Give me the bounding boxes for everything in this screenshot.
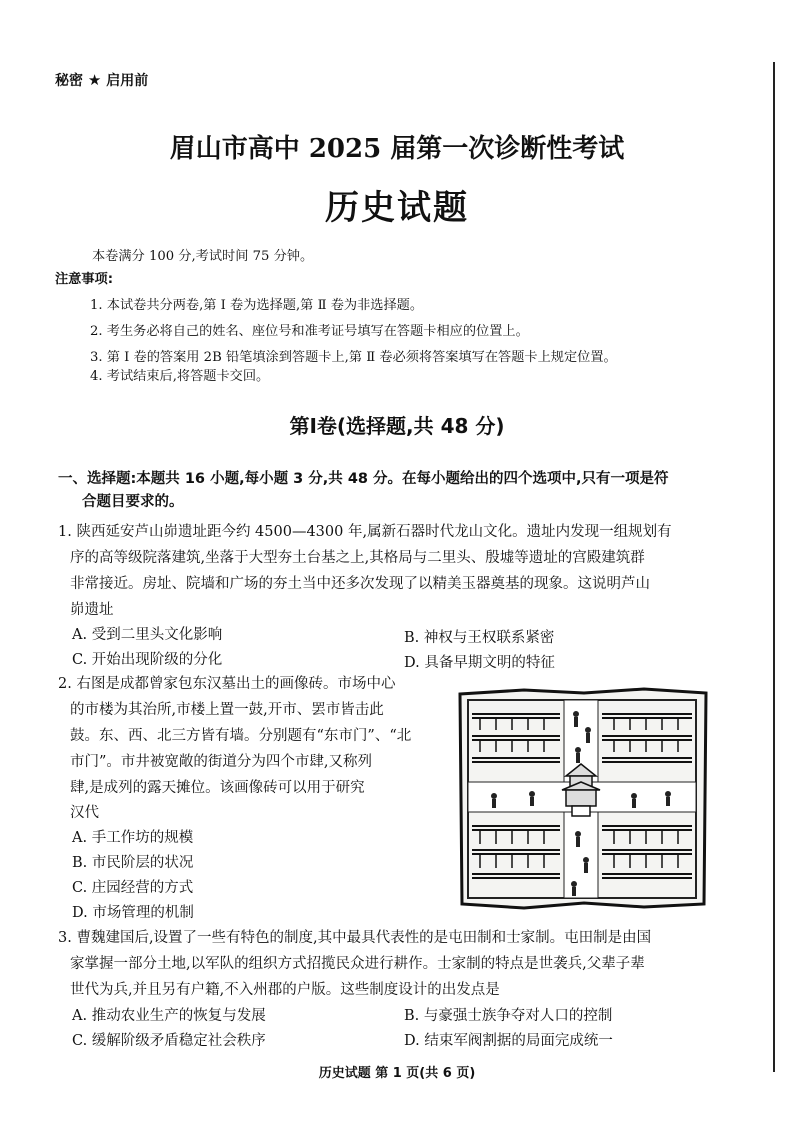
question-3-line: 世代为兵,并且另有户籍,不入州郡的户版。这些制度设计的出发点是 xyxy=(70,982,500,998)
question-3-option-a[interactable]: A. 推动农业生产的恢复与发展 xyxy=(72,1008,266,1024)
notice-heading: 注意事项: xyxy=(55,272,114,287)
question-1-line: 1. 陕西延安芦山峁遗址距今约 4500—4300 年,属新石器时代龙山文化。遗址内发现一组规划有 xyxy=(58,524,672,540)
notice-item: 4. 考试结束后,将答题卡交回。 xyxy=(90,369,270,384)
notice-item: 1. 本试卷共分两卷,第 Ⅰ 卷为选择题,第 Ⅱ 卷为非选择题。 xyxy=(90,298,424,313)
notice-item: 2. 考生务必将自己的姓名、座位号和准考证号填写在答题卡相应的位置上。 xyxy=(90,324,529,339)
notice-item: 3. 第 Ⅰ 卷的答案用 2B 铅笔填涂到答题卡上,第 Ⅱ 卷必须将答案填写在答题卡上规定位置。 xyxy=(90,350,617,365)
page-footer: 历史试题 第 1 页(共 6 页) xyxy=(318,1066,476,1081)
exam-intro: 本卷满分 100 分,考试时间 75 分钟。 xyxy=(92,249,314,264)
question-2-option-b[interactable]: B. 市民阶层的状况 xyxy=(72,855,194,871)
exam-title: 眉山市高中 2025 届第一次诊断性考试 xyxy=(169,134,625,164)
question-1-line: 峁遗址 xyxy=(70,602,114,618)
question-2-option-d[interactable]: D. 市场管理的机制 xyxy=(72,905,194,921)
question-3-option-c[interactable]: C. 缓解阶级矛盾稳定社会秩序 xyxy=(72,1033,266,1049)
question-1-option-d[interactable]: D. 具备早期文明的特征 xyxy=(404,655,555,671)
star-icon: ★ xyxy=(87,71,102,89)
section-title: 第Ⅰ卷(选择题,共 48 分) xyxy=(289,414,505,438)
question-3-option-b[interactable]: B. 与豪强士族争夺对人口的控制 xyxy=(404,1008,613,1024)
confidential-mark: 秘密 ★ 启用前 xyxy=(55,71,149,89)
section-intro: 合题目要求的。 xyxy=(82,494,184,510)
question-1-line: 非常接近。房址、院墙和广场的夯土当中还多次发现了以精美玉器奠基的现象。这说明芦山 xyxy=(70,576,650,592)
question-1-option-b[interactable]: B. 神权与王权联系紧密 xyxy=(404,630,555,646)
question-2-line: 鼓。东、西、北三方皆有墙。分别题有“东市门”、“北 xyxy=(70,728,412,744)
question-3-option-d[interactable]: D. 结束军阀割据的局面完成统一 xyxy=(404,1033,613,1049)
subject-title: 历史试题 xyxy=(325,188,469,228)
question-2-line: 汉代 xyxy=(70,805,99,821)
question-2-line: 肆,是成列的露天摊位。该画像砖可以用于研究 xyxy=(70,780,365,796)
question-1-option-c[interactable]: C. 开始出现阶级的分化 xyxy=(72,652,223,668)
question-3-line: 家掌握一部分土地,以军队的组织方式招揽民众进行耕作。士家制的特点是世袭兵,父辈子辈 xyxy=(70,956,645,972)
question-2-option-c[interactable]: C. 庄园经营的方式 xyxy=(72,880,194,896)
question-2-line: 的市楼为其治所,市楼上置一鼓,开市、罢市皆击此 xyxy=(70,702,384,718)
han-market-brick-image xyxy=(454,684,712,912)
question-2-line: 市门”。市井被宽敞的街道分为四个市肆,又称列 xyxy=(70,754,373,770)
question-1-option-a[interactable]: A. 受到二里头文化影响 xyxy=(72,627,223,643)
question-3-line: 3. 曹魏建国后,设置了一些有特色的制度,其中最具代表性的是屯田制和士家制。屯田制是由国 xyxy=(58,930,652,946)
section-intro: 一、选择题:本题共 16 小题,每小题 3 分,共 48 分。在每小题给出的四个选项中,只有一项是符 xyxy=(58,471,669,487)
question-2-option-a[interactable]: A. 手工作坊的规模 xyxy=(72,830,194,846)
question-2-line: 2. 右图是成都曾家包东汉墓出土的画像砖。市场中心 xyxy=(58,676,396,692)
question-1-line: 序的高等级院落建筑,坐落于大型夯土台基之上,其格局与二里头、殷墟等遗址的宫殿建筑群 xyxy=(70,550,645,566)
